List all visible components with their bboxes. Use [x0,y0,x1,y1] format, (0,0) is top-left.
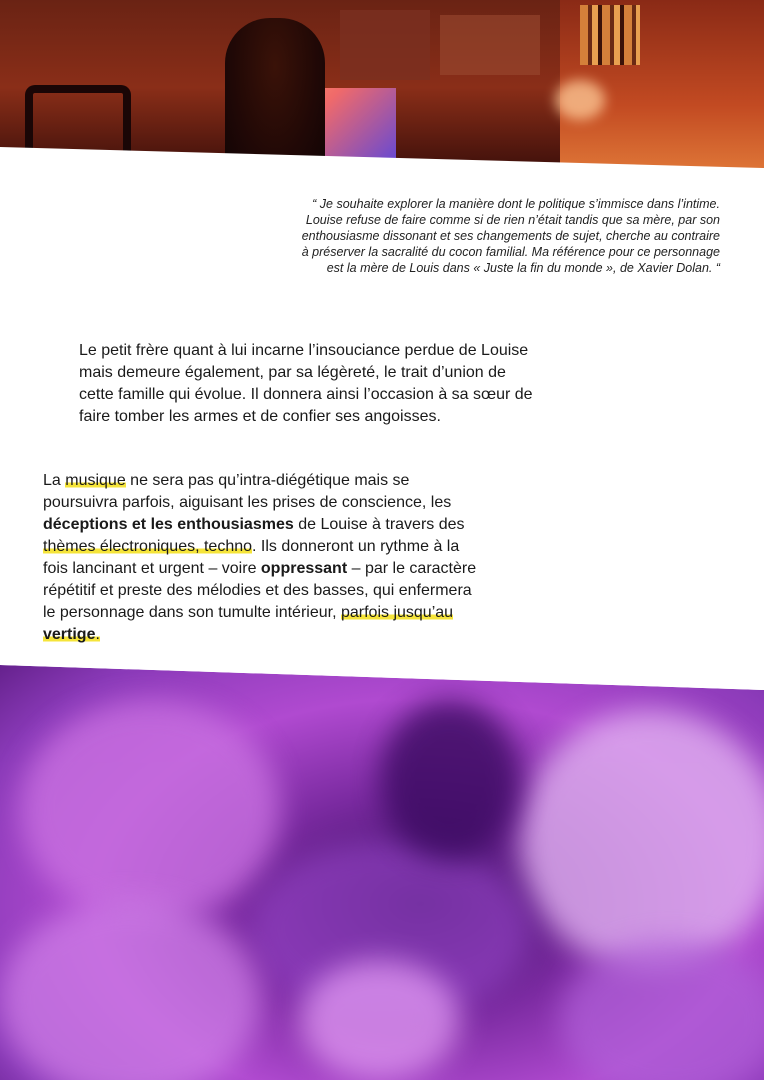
highlighted-text: parfois jusqu’au [340,604,454,621]
photo-blur [300,960,460,1080]
quote-line: enthousiasme dissonant et ses changements de sujet, cherche au contraire [301,229,720,243]
photo-books [580,5,640,65]
highlighted-text: musique [65,472,126,489]
text-segment: de Louise à travers des [293,516,465,533]
photo-blur [520,710,764,970]
quote-line: à préserver la sacralité du cocon familial. Ma référence pour ce personnage [301,245,720,259]
text-line: Le petit frère quant à lui incarne l’insouciance perdue de Louise [79,342,529,359]
text-line: poursuivra parfois, aiguisant les prises de conscience, les [43,494,452,511]
paragraph-little-brother [79,340,679,428]
text-line [43,602,603,624]
photo-poster [440,15,540,75]
quote-line: est la mère de Louis dans « Juste la fin du monde », de Xavier Dolan. “ [326,261,720,275]
text-segment: le personnage dans son tumulte intérieur, [43,604,341,621]
text-line [43,514,603,536]
photo-blur [380,700,520,860]
photo-poster [340,10,430,80]
top-photo [0,0,764,175]
director-quote [160,196,720,276]
photo-person [225,18,325,175]
photo-lamp [555,80,605,120]
text-segment: fois lancinant et urgent – voire [43,560,261,577]
bold-text: déceptions et les enthousiasmes [43,516,294,533]
text-segment: . Ils donneront un rythme à la [252,538,460,555]
bold-text: oppressant [260,560,348,577]
text-line [43,536,603,558]
text-segment: La [43,472,66,489]
text-segment: ne sera pas qu’intra-diégétique mais se [125,472,410,489]
paragraph-music [43,470,603,646]
text-segment: – par le caractère [347,560,477,577]
highlighted-text: thèmes électroniques, techno [43,538,253,555]
quote-line: Louise refuse de faire comme si de rien n’était tandis que sa mère, par son [305,213,720,227]
text-line [43,558,603,580]
text-line: répétitif et preste des mélodies et des basses, qui enfermera [43,582,472,599]
text-line [43,470,603,492]
highlighted-text: . [95,626,100,643]
photo-blur [20,700,280,920]
bold-highlighted-text: vertige [43,626,96,643]
quote-line: “ Je souhaite explorer la manière dont le politique s’immisce dans l’intime. [312,197,720,211]
text-line: mais demeure également, par sa légèreté, le trait d’union de [79,364,506,381]
bottom-photo [0,640,764,1080]
text-line: faire tomber les armes et de confier ses angoisses. [79,408,441,425]
photo-blur [560,940,764,1080]
text-line [43,624,603,646]
photo-blur [0,900,260,1080]
text-line: cette famille qui évolue. Il donnera ainsi l’occasion à sa sœur de [79,386,533,403]
